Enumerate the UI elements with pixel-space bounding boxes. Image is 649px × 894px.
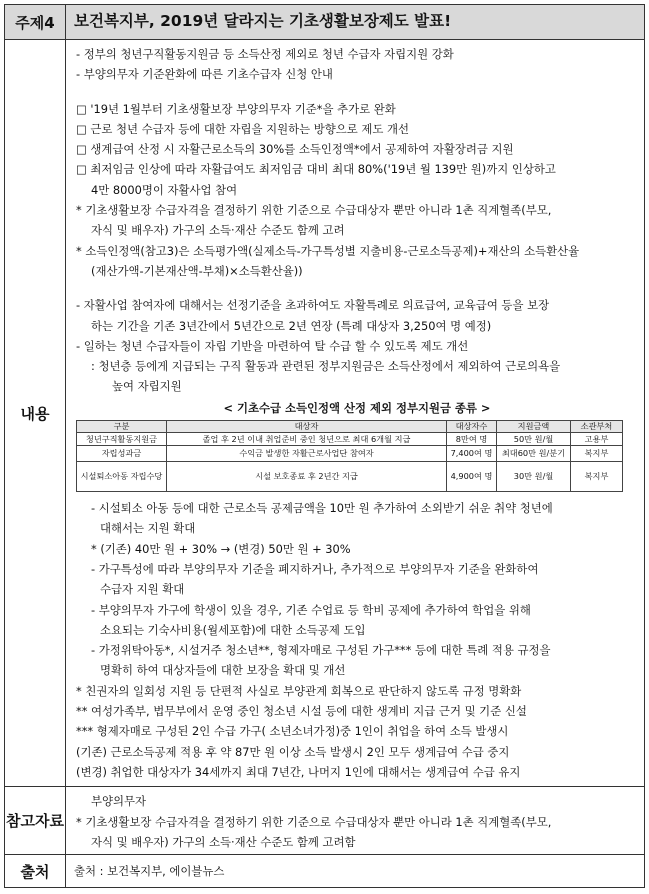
column-header: 소관부처	[571, 421, 623, 433]
reference-line: 자식 및 배우자) 가구의 소득·재산 수준도 함께 고려함	[91, 834, 356, 849]
after-table-line: 소요되는 기숙사비용(월세포함)에 대한 소득공제 도입	[100, 622, 366, 637]
table-title: < 기초수급 소득인정액 산정 제외 정부지원금 종류 >	[223, 400, 491, 415]
topic-label: 주제4	[5, 5, 66, 40]
checklist-item-cont: 4만 8000명이 자활사업 참여	[91, 182, 238, 197]
checklist-item: □ 최저임금 인상에 따라 자활급여도 최저임금 대비 최대 80%('19년 월 139만 원)까지 인상하고	[76, 162, 556, 177]
footnote-line: * 소득인정액(참고3)은 소득평가액(실제소득-가구특성별 지출비용-근로소득공제)+재산의 소득환산율	[76, 243, 580, 258]
column-header: 대상자수	[447, 421, 497, 433]
content-label: 내용	[5, 40, 66, 787]
summary-line: - 정부의 청년구직활동지원금 등 소득산정 제외로 청년 수급자 자립지원 강화	[76, 47, 454, 61]
footnote-line: (재산가액-기본재산액-부채)×소득환산율))	[91, 263, 303, 278]
cell-target: 수익금 발생한 자활근로사업단 참여자	[167, 446, 447, 462]
topic-table	[4, 4, 645, 888]
note-line: *** 형제자매로 구성된 2인 수급 가구( 소년소녀가정)중 1인이 취업을 하여 소득 발생시	[76, 724, 509, 739]
table-row	[77, 446, 623, 462]
reference-row	[5, 787, 645, 855]
table-row	[77, 462, 623, 492]
self-support-line: : 청년층 등에게 지급되는 구직 활동과 관련된 정부지원금은 소득산정에서 제외하여 근로의욕을	[91, 359, 561, 374]
self-support-line: - 일하는 청년 수급자들이 자립 기반을 마련하여 탈 수급 할 수 있도록 제도 개선	[76, 338, 469, 353]
subsidy-table-header	[77, 421, 623, 433]
footnote-line: * 기초생활보장 수급자격을 결정하기 위한 기준으로 수급대상자 뿐만 아니라 1촌 직계혈족(부모,	[76, 203, 552, 218]
checklist-item: □ 생계급여 산정 시 자활근로소득의 30%를 소득인정액*에서 공제하여 자활장려금 지원	[76, 142, 514, 157]
cell-amount: 50만 원/월	[497, 433, 571, 446]
summary-line: - 부양의무자 기준완화에 따른 기초수급자 신청 안내	[76, 67, 333, 82]
cell-ministry: 복지부	[571, 446, 623, 462]
after-table-line: 대해서는 지원 확대	[100, 521, 196, 536]
after-table-line: 명확히 하여 대상자들에 대한 보장을 확대 및 개선	[100, 663, 346, 678]
column-header: 대상자	[167, 421, 447, 433]
note-line: ** 여성가족부, 법무부에서 운영 중인 청소년 시설 등에 대한 생계비 지급 근거 및 기준 신설	[76, 704, 527, 719]
cell-category: 자립성과금	[77, 446, 167, 462]
footnote-line: 자식 및 배우자) 가구의 소득·재산 수준도 함께 고려	[91, 223, 345, 238]
source-label: 출처	[5, 855, 66, 888]
self-support-line: 하는 기간을 기존 3년간에서 5년간으로 2년 연장 (특례 대상자 3,250여 명 예정)	[91, 318, 492, 333]
after-table-line: - 가정위탁아동*, 시설거주 청소년**, 형제자매로 구성된 가구*** 등에 대한 특례 적용 규정을	[91, 643, 551, 658]
cell-count: 8만여 명	[447, 433, 497, 446]
after-table-line: * (기존) 40만 원 + 30% → (변경) 50만 원 + 30%	[91, 541, 351, 556]
after-table-line: - 부양의무자 가구에 학생이 있을 경우, 기존 수업료 등 학비 공제에 추가하여 학업을 위해	[91, 602, 531, 617]
after-table-line: - 가구특성에 따라 부양의무자 기준을 폐지하거나, 추가적으로 부양의무자 기준을 완화하여	[91, 561, 539, 576]
reference-body	[66, 787, 645, 855]
note-line: * 친권자의 일회성 지원 등 단편적 사실로 부양관계 회복으로 판단하지 않도록 규정 명확화	[76, 683, 522, 698]
cell-amount: 30만 원/월	[497, 462, 571, 492]
content-body	[66, 40, 645, 787]
table-row	[77, 433, 623, 446]
source-text: 출처 : 보건복지부, 에이블뉴스	[66, 855, 645, 888]
self-support-line: - 자활사업 참여자에 대해서는 선정기준을 초과하여도 자활특례로 의료급여, 교육급여 등을 보장	[76, 298, 550, 313]
cell-category: 시설퇴소아동 자립수당	[77, 462, 167, 492]
topic-title: 보건복지부, 2019년 달라지는 기초생활보장제도 발표!	[66, 5, 645, 40]
checklist-item: □ 근로 청년 수급자 등에 대한 자립을 지원하는 방향으로 제도 개선	[76, 121, 410, 136]
reference-line: 부양의무자	[91, 794, 147, 809]
reference-label: 참고자료	[5, 787, 66, 855]
cell-ministry: 고용부	[571, 433, 623, 446]
cell-amount: 최대60만 원/분기	[497, 446, 571, 462]
subsidy-table	[76, 420, 623, 492]
cell-target: 시설 보호종료 후 2년간 지급	[167, 462, 447, 492]
cell-count: 4,900여 명	[447, 462, 497, 492]
checklist-item: □ '19년 1월부터 기초생활보장 부양의무자 기준*을 추가로 완화	[76, 101, 396, 116]
cell-target: 졸업 후 2년 이내 취업준비 중인 청년으로 최대 6개월 지급	[167, 433, 447, 446]
note-line: (기존) 근로소득공제 적용 후 약 87만 원 이상 소득 발생시 2인 모두 생계급여 수급 중지	[76, 744, 510, 759]
header-row	[5, 5, 645, 40]
content-row	[5, 40, 645, 787]
after-table-line: - 시설퇴소 아동 등에 대한 근로소득 공제금액을 10만 원 추가하여 소외받기 쉬운 취약 청년에	[91, 501, 553, 516]
column-header: 구분	[77, 421, 167, 433]
reference-line: * 기초생활보장 수급자격을 결정하기 위한 기준으로 수급대상자 뿐만 아니라 1촌 직계혈족(부모,	[76, 814, 552, 829]
source-row	[5, 855, 645, 888]
cell-count: 7,400여 명	[447, 446, 497, 462]
after-table-line: 수급자 지원 확대	[100, 582, 185, 597]
note-line: (변경) 취업한 대상자가 34세까지 최대 7년간, 나머지 1인에 대해서는 생계급여 수급 유지	[76, 764, 521, 779]
column-header: 지원금액	[497, 421, 571, 433]
cell-ministry: 복지부	[571, 462, 623, 492]
cell-category: 청년구직활동지원금	[77, 433, 167, 446]
self-support-line: 높여 자립지원	[112, 379, 182, 394]
